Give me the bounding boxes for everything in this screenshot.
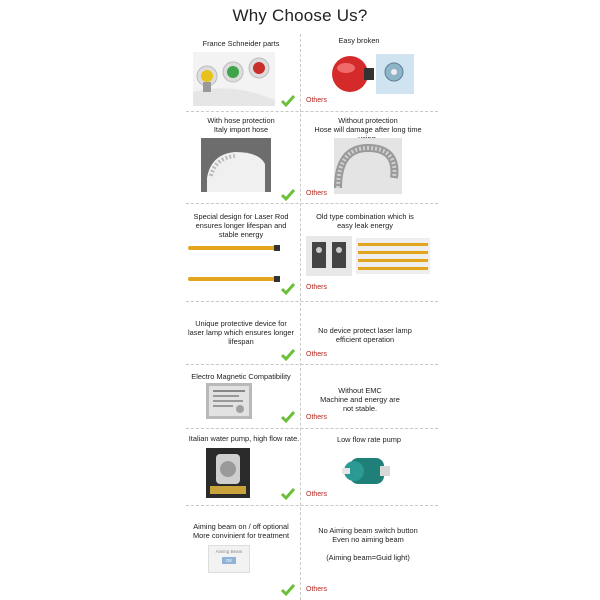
text-line: not stable. xyxy=(342,404,378,413)
row-divider xyxy=(186,301,438,302)
text-line: Hose will damage after long time xyxy=(314,125,422,134)
row-divider xyxy=(186,428,438,429)
broken-button-image xyxy=(330,52,414,96)
row-2-left-text xyxy=(186,116,296,134)
others-label: Others xyxy=(306,97,328,104)
page-title: Why Choose Us? xyxy=(232,6,368,25)
row-3-right-text xyxy=(304,212,426,230)
text-line: More convinient for treatment xyxy=(192,531,290,540)
laser-rod-image xyxy=(186,244,280,252)
check-icon xyxy=(281,583,295,597)
row-divider xyxy=(186,111,438,112)
check-icon xyxy=(281,410,295,424)
check-icon xyxy=(281,348,295,362)
text-line: Special design for Laser Rod xyxy=(193,212,289,221)
check-icon xyxy=(281,188,295,202)
others-label: Others xyxy=(306,586,328,593)
old-lamp-image xyxy=(306,236,352,276)
text-line: With hose protection xyxy=(207,116,275,125)
row-4-right-text xyxy=(304,326,426,344)
row-6-right-text xyxy=(304,435,434,444)
aiming-beam-setting-panel xyxy=(208,545,250,573)
low-flow-pump-image xyxy=(340,450,392,492)
row-6-left-text xyxy=(186,434,302,443)
row-4-left-text xyxy=(186,319,296,346)
row-7-left-text xyxy=(186,522,296,540)
check-icon xyxy=(281,282,295,296)
check-icon xyxy=(281,487,295,501)
row-1-left-text xyxy=(186,39,296,48)
text-line: lifespan xyxy=(228,337,254,346)
text-line: France Schneider parts xyxy=(202,39,280,48)
aiming-beam-label: Aiming Beam xyxy=(215,549,243,554)
text-line: laser lamp which ensures longer xyxy=(188,328,294,337)
row-divider xyxy=(186,505,438,506)
check-icon xyxy=(281,94,295,108)
laser-rod-image xyxy=(186,275,280,283)
text-line: Electro Magnetic Compatibility xyxy=(191,372,291,381)
row-1-right-text xyxy=(304,36,414,45)
row-5-left-text xyxy=(186,372,296,381)
others-label: Others xyxy=(306,190,328,197)
text-line: Without protection xyxy=(338,116,398,125)
text-line: stable energy xyxy=(218,230,264,239)
italian-pump-image xyxy=(206,448,250,498)
row-divider xyxy=(186,203,438,204)
text-line: efficient operation xyxy=(335,335,395,344)
column-divider xyxy=(300,34,301,600)
text-line: Old type combination which is xyxy=(316,212,414,221)
text-line: ensures longer lifespan and xyxy=(195,221,287,230)
text-line: Unique protective device for xyxy=(195,319,287,328)
old-rods-image xyxy=(356,238,430,274)
text-line: easy leak energy xyxy=(337,221,393,230)
text-line: (Aiming beam=Guid light) xyxy=(326,553,410,562)
text-line xyxy=(304,544,432,553)
row-divider xyxy=(186,364,438,365)
row-7-right-text xyxy=(304,526,432,562)
others-label: Others xyxy=(306,284,328,291)
text-line: Italian water pump, high flow rate. xyxy=(188,434,300,443)
emc-certificate-image xyxy=(206,383,252,419)
others-label: Others xyxy=(306,414,328,421)
text-line: Without EMC xyxy=(338,386,382,395)
text-line: Aiming beam on / off optional xyxy=(193,522,289,531)
aiming-beam-ok-button[interactable]: OK xyxy=(222,557,236,564)
text-line: Low flow rate pump xyxy=(336,435,402,444)
text-line: Even no aiming beam xyxy=(332,535,404,544)
text-line: No Aiming beam switch button xyxy=(318,526,418,535)
schneider-buttons-image xyxy=(193,52,275,106)
text-line: Easy broken xyxy=(338,36,380,45)
protected-hose-image xyxy=(201,138,271,192)
text-line: No device protect laser lamp xyxy=(318,326,412,335)
others-label: Others xyxy=(306,351,328,358)
text-line: Italy import hose xyxy=(213,125,269,134)
text-line: Machine and energy are xyxy=(320,395,400,404)
row-5-right-text xyxy=(304,386,416,413)
row-3-left-text xyxy=(186,212,296,239)
others-label: Others xyxy=(306,491,328,498)
unprotected-hose-image xyxy=(334,138,402,194)
